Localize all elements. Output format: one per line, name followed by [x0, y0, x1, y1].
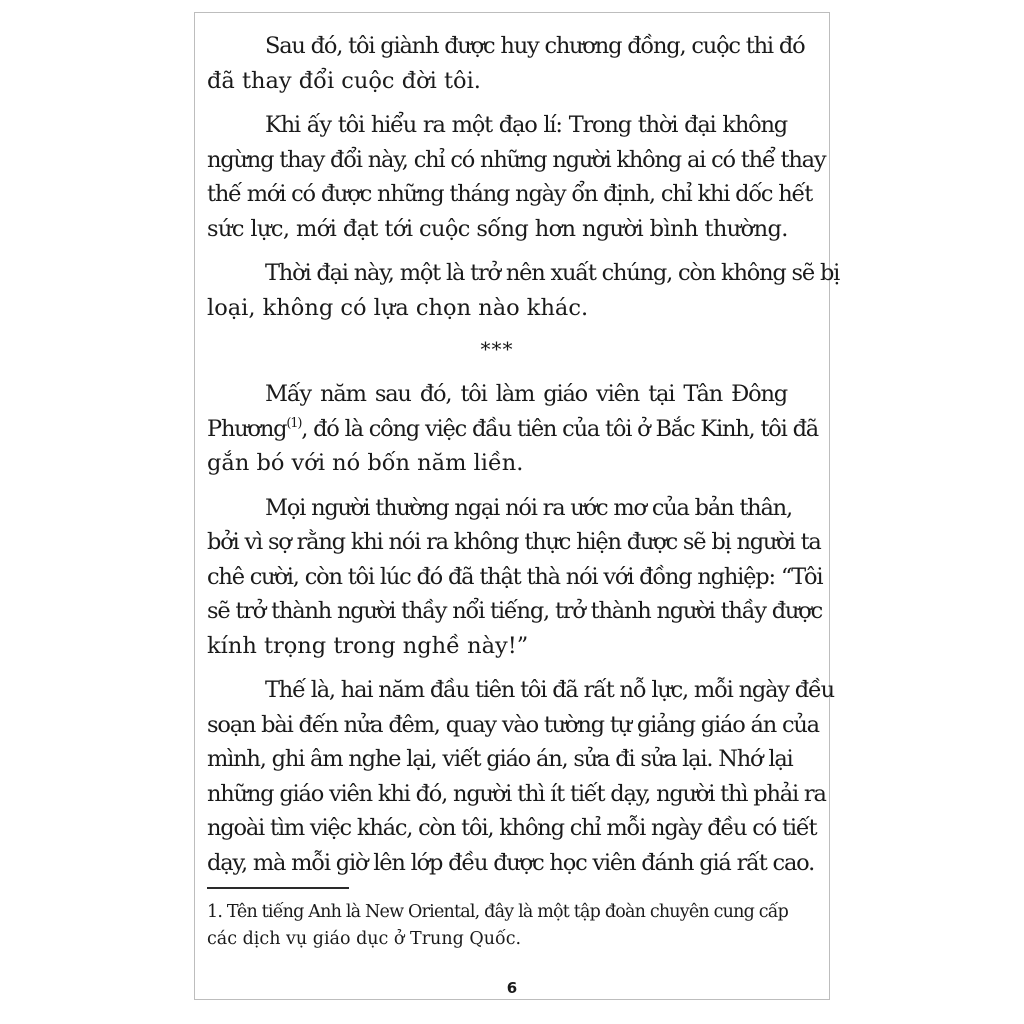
paragraph-dream [207, 491, 823, 664]
text-line: những giáo viên khi đó, người thì ít tiết dạy, người thì phải ra [207, 780, 826, 807]
text-line: Thời đại này, một là trở nên xuất chúng, còn không sẽ bị [265, 260, 840, 286]
book-page [194, 12, 840, 1000]
text-line-with-footnote [207, 412, 819, 447]
body-text [207, 29, 840, 890]
text-line: gắn bó với nó bốn năm liền. [207, 450, 524, 476]
text-line: ngừng thay đổi này, chỉ có những người không ai có thể thay [207, 146, 826, 173]
paragraph-era [207, 256, 840, 325]
text-line: thế mới có được những tháng ngày ổn định, chỉ khi dốc hết [207, 181, 813, 207]
text-fragment: , đó là công việc đầu tiên của tôi ở Bắc Kinh, tôi đã [301, 415, 819, 442]
paragraph-new-oriental [207, 377, 819, 481]
footnote-line: 1. Tên tiếng Anh là New Oriental, đây là một tập đoàn chuyên cung cấp [207, 902, 789, 922]
text-line: chê cười, còn tôi lúc đó đã thật thà nói với đồng nghiệp: “Tôi [207, 563, 823, 590]
text-line: sức lực, mới đạt tới cuộc sống hơn người bình thường. [207, 215, 788, 242]
text-line: đã thay đổi cuộc đời tôi. [207, 67, 481, 94]
text-line: Sau đó, tôi giành được huy chương đồng, cuộc thi đó [265, 33, 805, 59]
footnote [207, 899, 789, 953]
text-line: bởi vì sợ rằng khi nói ra không thực hiện được sẽ bị người ta [207, 529, 821, 555]
paragraph-effort [207, 673, 834, 880]
text-line: Khi ấy tôi hiểu ra một đạo lí: Trong thời đại không [265, 112, 787, 138]
text-fragment: Phương [207, 415, 287, 442]
text-line: dạy, mà mỗi giờ lên lớp đều được học viên đánh giá rất cao. [207, 849, 815, 876]
text-line: Mọi người thường ngại nói ra ước mơ của bản thân, [265, 494, 792, 521]
section-separator: *** [480, 337, 514, 361]
text-line: mình, ghi âm nghe lại, viết giáo án, sửa đi sửa lại. Nhớ lại [207, 746, 793, 772]
text-line: kính trọng trong nghề này!” [207, 632, 529, 659]
footnote-divider [207, 887, 349, 889]
footnote-line: các dịch vụ giáo dục ở Trung Quốc. [207, 929, 522, 949]
paragraph-lesson [207, 108, 826, 246]
text-line: loại, không có lựa chọn nào khác. [207, 294, 589, 321]
text-line: Thế là, hai năm đầu tiên tôi đã rất nỗ lực, mỗi ngày đều [265, 677, 834, 703]
text-line: Mấy năm sau đó, tôi làm giáo viên tại Tân Đông [265, 381, 787, 407]
text-line: sẽ trở thành người thầy nổi tiếng, trở thành người thầy được [207, 598, 823, 624]
text-line: soạn bài đến nửa đêm, quay vào tường tự giảng giáo án của [207, 711, 819, 738]
text-line: ngoài tìm việc khác, còn tôi, không chỉ mỗi ngày đều có tiết [207, 815, 817, 841]
footnote-reference: (1) [286, 415, 302, 431]
paragraph-bronze-medal [207, 29, 805, 98]
page-number: 6 [506, 979, 518, 997]
